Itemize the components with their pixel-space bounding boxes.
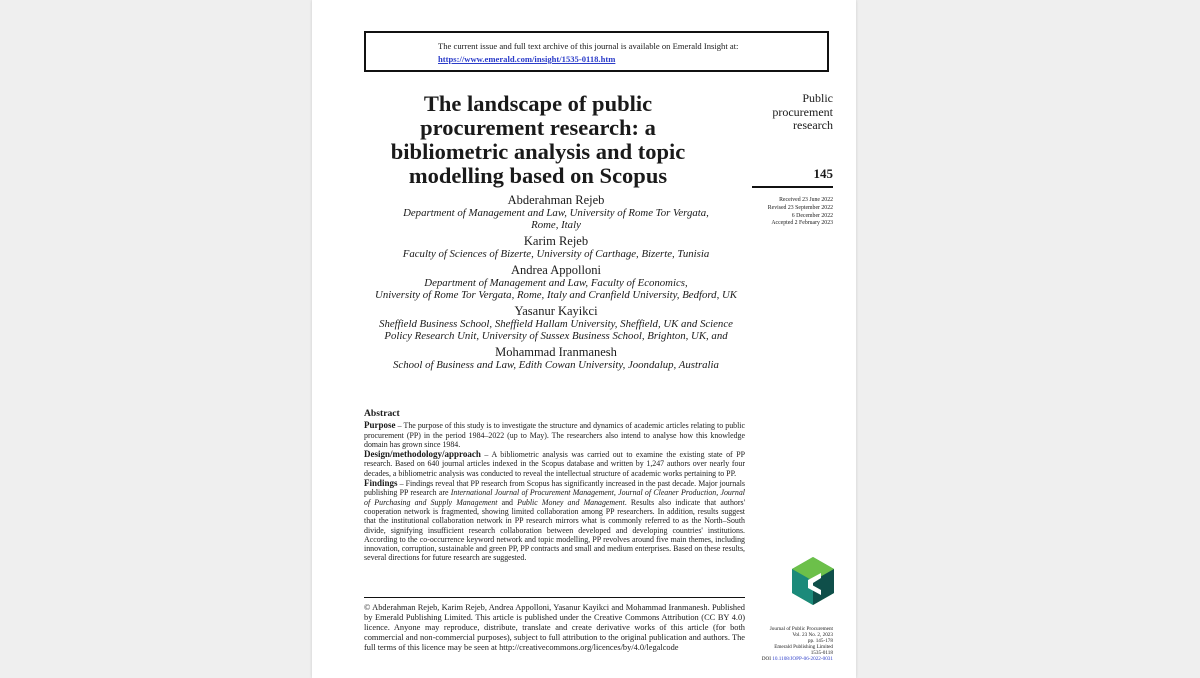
received-dates: Received 23 June 2022 Revised 23 September 2022 6 December 2022 Accepted 2 February 2023 xyxy=(767,197,833,227)
title-line: modelling based on Scopus xyxy=(408,163,668,188)
doi-link[interactable]: 10.1108/JOPP-06-2022-0031 xyxy=(772,656,833,663)
title-line: procurement research: a xyxy=(420,115,656,140)
availability-text: The current issue and full text archive of this journal is available on Emerald Insight at: xyxy=(438,41,739,51)
journal-archive-link[interactable]: https://www.emerald.com/insight/1535-0118.htm xyxy=(438,54,616,64)
author-name: Yasanur Kayikci xyxy=(514,304,598,318)
author-affiliation: School of Business and Law, Edith Cowan University, Joondalup, Australia xyxy=(393,359,719,371)
emerald-logo-icon xyxy=(791,556,835,606)
abstract-design: Design/methodology/approach – A bibliometric analysis was carried out to examine the existing state of PP research. Based on 640 journal articles indexed in the Scopus database and written by 1,247 authors over nearly four decades, a bibliometric analysis was conducted to reveal the intellectual structure of academic works pertaining to PP. xyxy=(364,449,745,478)
author-name: Abderahman Rejeb xyxy=(507,193,605,207)
author-name: Andrea Appolloni xyxy=(511,263,601,277)
doi-line: DOI 10.1108/JOPP-06-2022-0031 xyxy=(761,656,833,663)
divider xyxy=(752,186,833,188)
author-list xyxy=(358,193,754,371)
abstract-heading: Abstract xyxy=(364,408,400,419)
journal-info: Journal of Public Procurement Vol. 23 No. 2, 2023 pp. 145-178 Emerald Publishing Limited 1535-0118 DOI 10.1108/JOPP-06-2022-0031 xyxy=(742,626,833,663)
abstract xyxy=(364,409,745,564)
author-name: Mohammad Iranmanesh xyxy=(495,345,617,359)
author-affiliation: Department of Management and Law, Faculty of Economics, University of Rome Tor Vergata, Rome, Italy and Cranfield University, Bedford, UK xyxy=(375,277,737,301)
title-line: The landscape of public xyxy=(423,91,653,116)
running-head: Public procurement research xyxy=(772,91,833,132)
license-statement: © Abderahman Rejeb, Karim Rejeb, Andrea Appolloni, Yasanur Kayikci and Mohammad Iranmanesh. Published by Emerald Publishing Limited. This article is published under the Creative Commons Attribution (CC BY 4.0) licence. Anyone may reproduce, distribute, translate and create derivative works of this article (for both commercial and non-commercial purposes), subject to full attribution to the original publication and authors. The full terms of this licence may be seen at http://creativecommons.org/licences/by/4.0/legalcode xyxy=(364,603,745,652)
article-page xyxy=(312,0,856,678)
abstract-findings: Findings – Findings reveal that PP research from Scopus has significantly increased in the past decade. Major journals publishing PP research are International Journal of Procurement Management, Journal of Cleaner Production, Journal of Purchasing and Supply Management and Public Money and Management. Results also indicate that authors' cooperation network is fragmented, showing limited collaboration among PP researchers. In addition, results suggest that the institutional collaboration network in PP research mirrors what is commonly referred to as the North–South divide, signifying insufficient research collaboration between developed and developing countries' institutions. According to the co-occurrence keyword network and topic modelling, PP revolves around five main themes, including innovation, corruption, sustainable and green PP, PP contracts and small and medium enterprises. Based on these results, several directions for future research are suggested. xyxy=(364,478,745,563)
author-affiliation: Department of Management and Law, University of Rome Tor Vergata, Rome, Italy xyxy=(403,207,709,231)
divider xyxy=(364,597,745,598)
article-title xyxy=(378,92,698,188)
title-line: bibliometric analysis and topic xyxy=(390,139,686,164)
availability-notice xyxy=(364,31,829,72)
author-name: Karim Rejeb xyxy=(523,234,589,248)
page-number: 145 xyxy=(813,166,833,181)
author-affiliation: Sheffield Business School, Sheffield Hallam University, Sheffield, UK and Science Policy Research Unit, University of Sussex Business School, Brighton, UK, and xyxy=(379,318,733,342)
abstract-purpose: Purpose – The purpose of this study is to investigate the structure and dynamics of academic articles relating to public procurement (PP) in the period 1984–2022 (up to May). The researchers also intend to analyse how this knowledge domain has grown since 1984. xyxy=(364,420,745,449)
author-affiliation: Faculty of Sciences of Bizerte, University of Carthage, Bizerte, Tunisia xyxy=(402,248,710,260)
